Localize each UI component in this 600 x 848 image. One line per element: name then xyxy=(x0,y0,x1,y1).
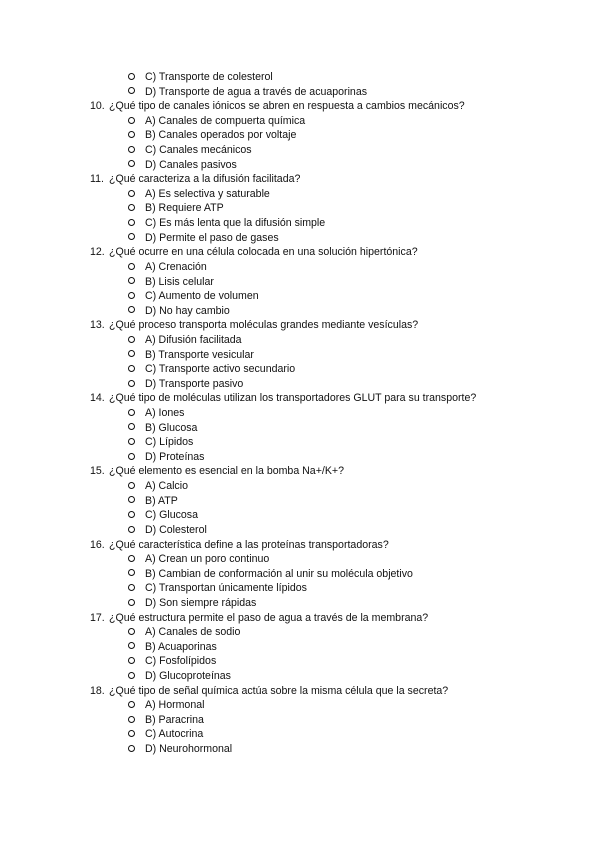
question-item xyxy=(90,172,600,187)
bullet-circle-icon xyxy=(128,716,135,723)
question-item xyxy=(90,99,600,114)
option-text: D) Canales pasivos xyxy=(145,158,237,171)
bullet-circle-icon xyxy=(128,482,135,489)
question-item xyxy=(90,318,600,333)
option-text: C) Transporte activo secundario xyxy=(145,363,296,376)
question-number: 16. xyxy=(90,538,105,551)
option-text: B) Cambian de conformación al unir su molécula objetivo xyxy=(145,567,413,580)
question-text: ¿Qué tipo de señal química actúa sobre la misma célula que la secreta? xyxy=(109,684,449,697)
option-item xyxy=(128,187,600,202)
option-item xyxy=(128,128,600,143)
bullet-circle-icon xyxy=(128,336,135,343)
option-item xyxy=(128,713,600,728)
option-item xyxy=(128,275,600,290)
option-text: D) Transporte pasivo xyxy=(145,377,244,390)
option-text: A) Canales de sodio xyxy=(145,626,241,639)
option-item xyxy=(128,494,600,509)
question-number: 10. xyxy=(90,100,105,113)
question-text: ¿Qué característica define a las proteínas transportadoras? xyxy=(109,538,389,551)
option-item xyxy=(128,581,600,596)
option-text: B) Acuaporinas xyxy=(145,640,217,653)
bullet-circle-icon xyxy=(128,350,135,357)
option-item xyxy=(128,406,600,421)
option-text: D) No hay cambio xyxy=(145,304,230,317)
bullet-circle-icon xyxy=(128,628,135,635)
bullet-circle-icon xyxy=(128,233,135,240)
option-item xyxy=(128,333,600,348)
option-item xyxy=(128,727,600,742)
bullet-circle-icon xyxy=(128,657,135,664)
option-text: D) Permite el paso de gases xyxy=(145,231,279,244)
option-text: C) Glucosa xyxy=(145,509,198,522)
bullet-circle-icon xyxy=(128,160,135,167)
option-text: B) Lisis celular xyxy=(145,275,214,288)
bullet-circle-icon xyxy=(128,745,135,752)
option-text: B) Canales operados por voltaje xyxy=(145,129,297,142)
question-item xyxy=(90,611,600,626)
option-item xyxy=(128,742,600,757)
option-text: C) Lípidos xyxy=(145,436,194,449)
option-text: D) Proteínas xyxy=(145,450,205,463)
bullet-circle-icon xyxy=(128,438,135,445)
bullet-circle-icon xyxy=(128,87,135,94)
option-text: D) Colesterol xyxy=(145,523,207,536)
bullet-circle-icon xyxy=(128,219,135,226)
option-item xyxy=(128,362,600,377)
option-text: A) Calcio xyxy=(145,480,188,493)
bullet-circle-icon xyxy=(128,117,135,124)
option-item xyxy=(128,304,600,319)
question-list xyxy=(0,70,600,757)
question-number: 17. xyxy=(90,611,105,624)
question-text: ¿Qué tipo de moléculas utilizan los transportadores GLUT para su transporte? xyxy=(109,392,477,405)
option-item xyxy=(128,435,600,450)
bullet-circle-icon xyxy=(128,555,135,562)
option-item xyxy=(128,158,600,173)
option-item xyxy=(128,567,600,582)
option-item xyxy=(128,216,600,231)
option-text: B) Requiere ATP xyxy=(145,202,224,215)
bullet-circle-icon xyxy=(128,584,135,591)
question-text: ¿Qué caracteriza a la difusión facilitada? xyxy=(109,173,301,186)
bullet-circle-icon xyxy=(128,204,135,211)
option-text: A) Canales de compuerta química xyxy=(145,114,306,127)
option-item xyxy=(128,348,600,363)
option-item xyxy=(128,654,600,669)
question-number: 12. xyxy=(90,246,105,259)
bullet-circle-icon xyxy=(128,131,135,138)
option-item xyxy=(128,143,600,158)
option-text: D) Neurohormonal xyxy=(145,743,233,756)
option-item xyxy=(128,698,600,713)
option-text: B) Transporte vesicular xyxy=(145,348,254,361)
option-text: B) Paracrina xyxy=(145,713,204,726)
question-number: 11. xyxy=(90,173,104,186)
option-item xyxy=(128,552,600,567)
question-text: ¿Qué tipo de canales iónicos se abren en respuesta a cambios mecánicos? xyxy=(109,100,465,113)
option-item xyxy=(128,85,600,100)
option-text: A) Iones xyxy=(145,407,185,420)
option-item xyxy=(128,479,600,494)
option-item xyxy=(128,625,600,640)
option-text: A) Es selectiva y saturable xyxy=(145,187,270,200)
option-text: A) Difusión facilitada xyxy=(145,333,242,346)
option-text: A) Crean un poro continuo xyxy=(145,553,270,566)
option-text: C) Canales mecánicos xyxy=(145,144,252,157)
bullet-circle-icon xyxy=(128,146,135,153)
option-item xyxy=(128,596,600,611)
bullet-circle-icon xyxy=(128,642,135,649)
option-text: B) ATP xyxy=(145,494,178,507)
option-item xyxy=(128,669,600,684)
option-item xyxy=(128,201,600,216)
option-item xyxy=(128,421,600,436)
bullet-circle-icon xyxy=(128,511,135,518)
bullet-circle-icon xyxy=(128,569,135,576)
option-text: A) Crenación xyxy=(145,260,207,273)
question-item xyxy=(90,245,600,260)
option-text: D) Glucoproteínas xyxy=(145,669,231,682)
question-number: 14. xyxy=(90,392,105,405)
bullet-circle-icon xyxy=(128,306,135,313)
bullet-circle-icon xyxy=(128,365,135,372)
bullet-circle-icon xyxy=(128,263,135,270)
bullet-circle-icon xyxy=(128,730,135,737)
question-number: 13. xyxy=(90,319,105,332)
question-item xyxy=(90,538,600,553)
option-text: B) Glucosa xyxy=(145,421,198,434)
bullet-circle-icon xyxy=(128,277,135,284)
bullet-circle-icon xyxy=(128,409,135,416)
option-item xyxy=(128,450,600,465)
option-text: C) Es más lenta que la difusión simple xyxy=(145,217,326,230)
bullet-circle-icon xyxy=(128,190,135,197)
question-item xyxy=(90,391,600,406)
option-text: A) Hormonal xyxy=(145,699,205,712)
bullet-circle-icon xyxy=(128,73,135,80)
question-text: ¿Qué ocurre en una célula colocada en una solución hipertónica? xyxy=(109,246,418,259)
bullet-circle-icon xyxy=(128,423,135,430)
question-item xyxy=(90,464,600,479)
bullet-circle-icon xyxy=(128,526,135,533)
option-item xyxy=(128,508,600,523)
option-item xyxy=(128,289,600,304)
question-text: ¿Qué elemento es esencial en la bomba Na+/K+? xyxy=(109,465,344,478)
question-text: ¿Qué estructura permite el paso de agua a través de la membrana? xyxy=(109,611,429,624)
option-text: C) Autocrina xyxy=(145,728,204,741)
question-item xyxy=(90,684,600,699)
bullet-circle-icon xyxy=(128,672,135,679)
bullet-circle-icon xyxy=(128,599,135,606)
bullet-circle-icon xyxy=(128,380,135,387)
bullet-circle-icon xyxy=(128,701,135,708)
option-item xyxy=(128,377,600,392)
question-number: 15. xyxy=(90,465,105,478)
option-text: D) Son siempre rápidas xyxy=(145,596,257,609)
option-item xyxy=(128,70,600,85)
option-item xyxy=(128,231,600,246)
option-item xyxy=(128,640,600,655)
option-text: C) Aumento de volumen xyxy=(145,290,259,303)
bullet-circle-icon xyxy=(128,496,135,503)
option-item xyxy=(128,114,600,129)
question-number: 18. xyxy=(90,684,105,697)
bullet-circle-icon xyxy=(128,292,135,299)
option-item xyxy=(128,523,600,538)
option-text: D) Transporte de agua a través de acuaporinas xyxy=(145,85,368,98)
option-item xyxy=(128,260,600,275)
option-text: C) Transporte de colesterol xyxy=(145,71,273,83)
option-text: C) Fosfolípidos xyxy=(145,655,217,668)
bullet-circle-icon xyxy=(128,453,135,460)
option-text: C) Transportan únicamente lípidos xyxy=(145,582,307,595)
question-text: ¿Qué proceso transporta moléculas grandes mediante vesículas? xyxy=(109,319,419,332)
